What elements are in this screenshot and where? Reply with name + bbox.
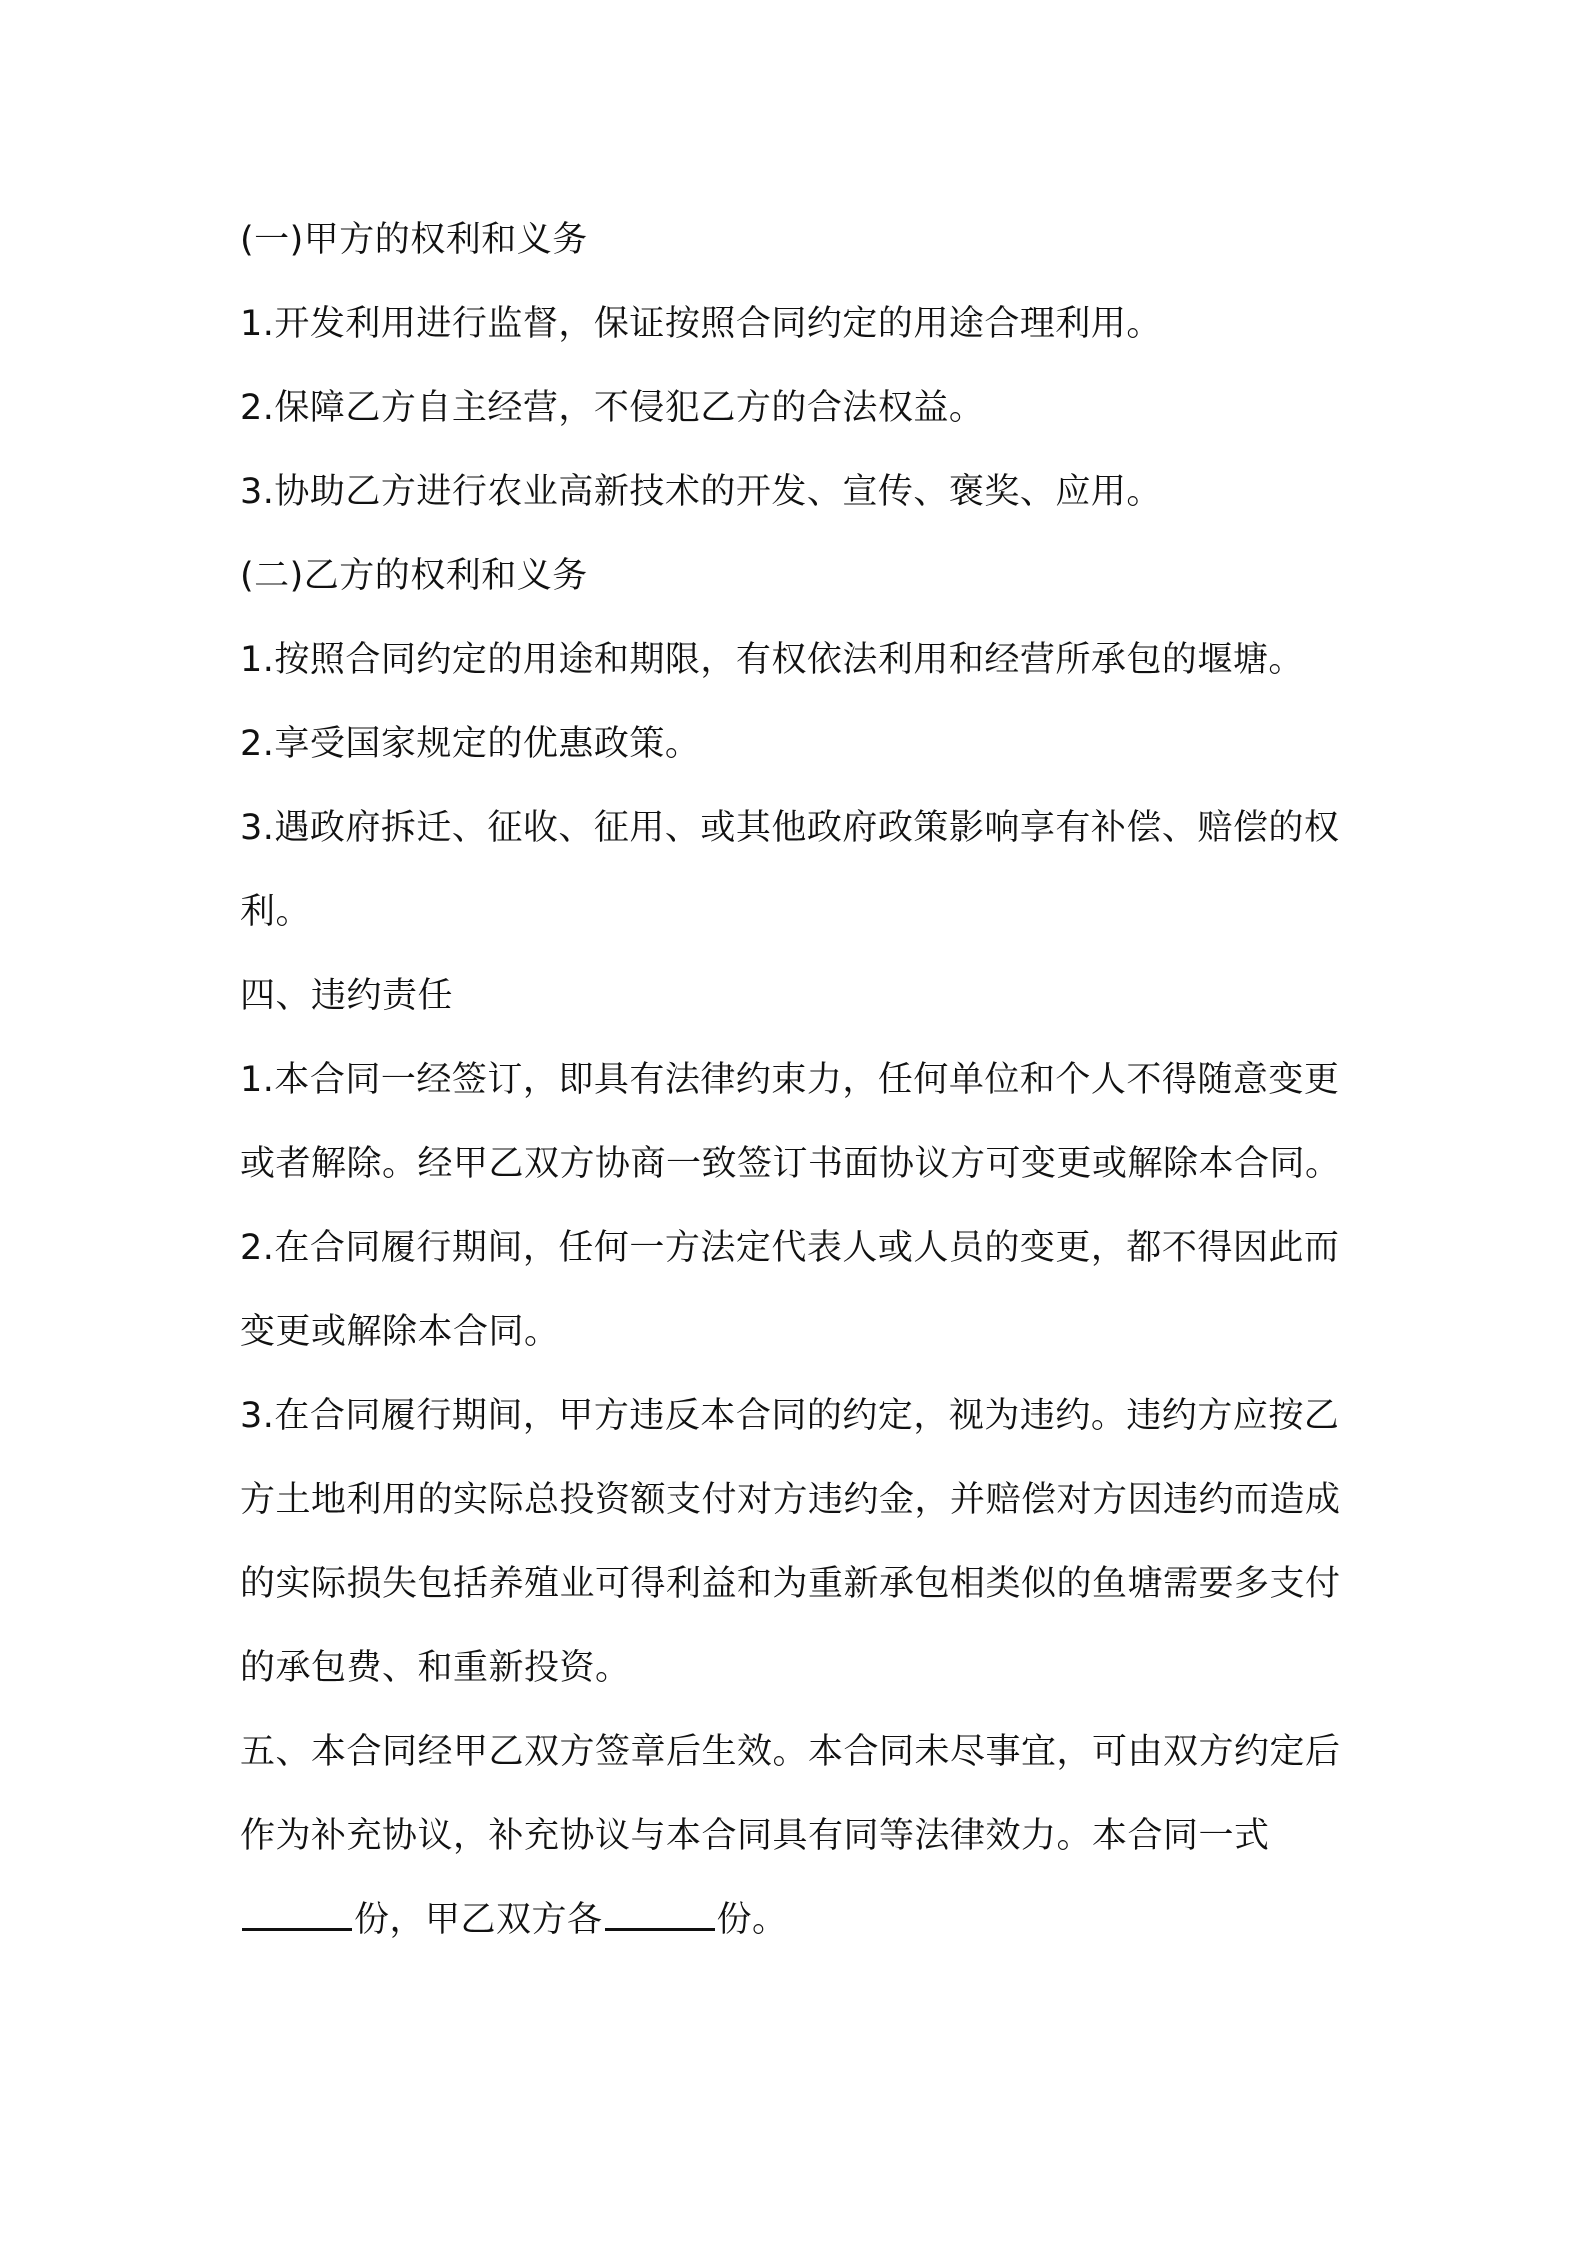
section-five-mid: 份，甲乙双方各	[354, 1900, 603, 1940]
section-four-item-3: 3.在合同履行期间，甲方违反本合同的约定，视为违约。违约方应按乙方土地利用的实际总投资额支付对方违约金，并赔偿对方因违约而造成的实际损失包括养殖业可得利益和为重新承包相类似的鱼塘需要多支付的承包费、和重新投资。	[240, 1396, 1341, 1688]
copies-each-blank	[605, 1896, 715, 1931]
section-four-item-1: 1.本合同一经签订，即具有法律约束力，任何单位和个人不得随意变更或者解除。经甲乙双方协商一致签订书面协议方可变更或解除本合同。	[240, 1060, 1341, 1184]
section-b-item-1: 1.按照合同约定的用途和期限，有权依法利用和经营所承包的堰塘。	[240, 640, 1304, 680]
copies-total-blank	[242, 1896, 352, 1931]
section-five-end: 份。	[716, 1900, 788, 1940]
section-a-item-2: 2.保障乙方自主经营，不侵犯乙方的合法权益。	[240, 388, 985, 428]
section-a-item-3: 3.协助乙方进行农业高新技术的开发、宣传、褒奖、应用。	[240, 472, 1162, 512]
section-five-paragraph	[240, 1710, 1366, 1962]
section-b-item-3: 3.遇政府拆迁、征收、征用、或其他政府政策影响享有补偿、赔偿的权利。	[240, 808, 1340, 932]
section-b-item-2: 2.享受国家规定的优惠政策。	[240, 724, 701, 764]
section-b-heading: (二)乙方的权利和义务	[240, 556, 588, 596]
section-five-text: 五、本合同经甲乙双方签章后生效。本合同未尽事宜，可由双方约定后作为补充协议，补充协议与本合同具有同等法律效力。本合同一式	[240, 1732, 1341, 1856]
document-body	[240, 198, 1366, 1962]
section-four-heading: 四、违约责任	[240, 976, 454, 1016]
section-a-heading: (一)甲方的权利和义务	[240, 220, 588, 260]
section-a-item-1: 1.开发利用进行监督，保证按照合同约定的用途合理利用。	[240, 304, 1162, 344]
section-four-item-2: 2.在合同履行期间，任何一方法定代表人或人员的变更，都不得因此而变更或解除本合同。	[240, 1228, 1340, 1352]
